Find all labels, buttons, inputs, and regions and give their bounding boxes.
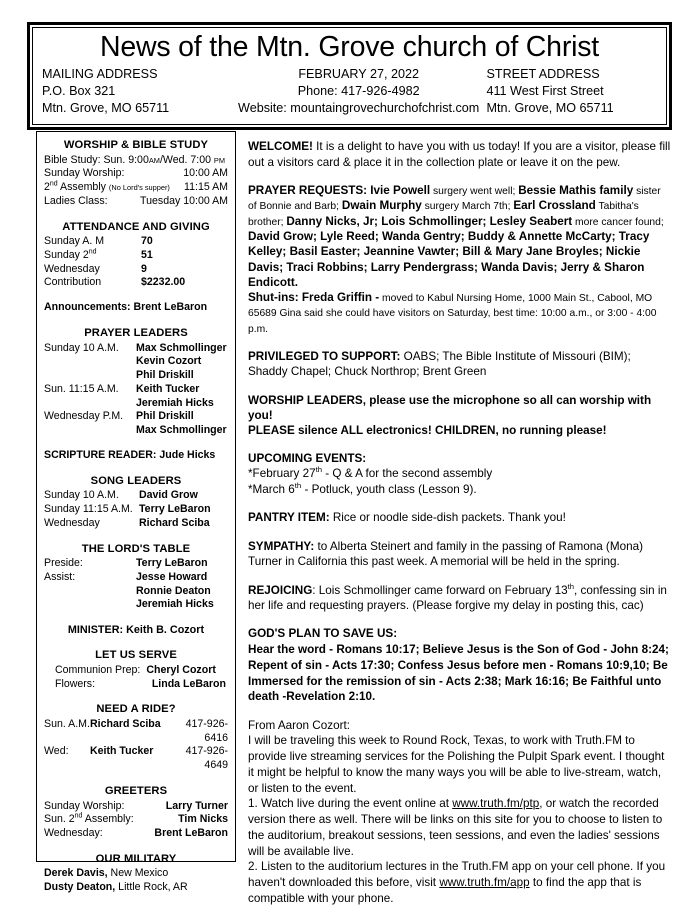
website-url: Website: mountaingrovechurchofchrist.com bbox=[238, 100, 480, 115]
shut-ins-paragraph bbox=[248, 290, 672, 336]
attendance-label: Sunday 2nd bbox=[44, 248, 97, 261]
upcoming-events-block bbox=[248, 451, 672, 498]
prayer-leader-label: Sunday 10 A.M. bbox=[44, 341, 119, 354]
prayer-requests-block bbox=[248, 183, 672, 336]
sympathy-body: to Alberta Steinert and family in the passing of Ramona (Mona) Turner in California this past week. A memorial will be held in the spring. bbox=[248, 539, 643, 569]
prayer-leader-row bbox=[44, 424, 228, 438]
ride-driver-name: Keith Tucker bbox=[90, 745, 154, 758]
ride-row bbox=[44, 745, 228, 773]
attendance-row bbox=[44, 235, 228, 249]
letter-item-1: 1. Watch live during the event online at www.truth.fm/ptp, or watch the recorded version there as well. There will be links on this site for you to choose to listen to the auditorium, breakout sessions, teen sessions, and even the ladies' sessions will be available live. bbox=[248, 797, 663, 858]
ladies-class-time: Tuesday 10:00 AM bbox=[140, 194, 228, 207]
lords-table-row bbox=[44, 598, 228, 612]
ride-row bbox=[44, 718, 228, 746]
street-address-line1: 411 West First Street bbox=[486, 83, 604, 98]
ride-phone-number: 417-926-6416 bbox=[185, 717, 228, 744]
song-leader-label: Wednesday bbox=[44, 516, 100, 529]
street-address-line2: Mtn. Grove, MO 65711 bbox=[486, 100, 614, 115]
truth-fm-app-link[interactable]: www.truth.fm/app bbox=[439, 876, 530, 889]
phone-number: Phone: 417-926-4982 bbox=[297, 83, 420, 98]
preside-name: Terry LeBaron bbox=[136, 557, 208, 570]
prayer-requests-paragraph: PRAYER REQUESTS: Ivie Powell surgery went well; Bessie Mathis family sister of Bonnie and Barb; Dwain Murphy surgery March 7th; Earl Crossland Tabitha's brother; Danny Nicks, Jr; Lois Schmollinger; Lesley Seabert more cancer found; David Grow; Lyle Reed; Wanda Gentry; Buddy & Annette McCarty; Tracy Kelley; Basil Easter; Jeannine Vawter; Bill & Mary Jane Broyles; Nickie Davis; Traci Robbins; Larry Pendergrass; Wanda Davis; Jerry & Sharon Endicott. bbox=[248, 183, 664, 289]
prayer-requests-heading: PRAYER REQUESTS: Ivie Powell bbox=[248, 183, 431, 197]
assist-name: Jesse Howard bbox=[136, 570, 208, 583]
greeter-row bbox=[44, 800, 228, 814]
military-location: New Mexico bbox=[107, 867, 169, 880]
main-content-column bbox=[248, 139, 672, 906]
prayer-leader-name: Jeremiah Hicks bbox=[136, 396, 214, 409]
sympathy-paragraph bbox=[248, 539, 672, 570]
street-address-label: STREET ADDRESS bbox=[486, 66, 600, 81]
assist-label: Assist: bbox=[44, 570, 76, 583]
letter-item-2: 2. Listen to the auditorium lectures in the Truth.FM app on your cell phone. If you haven't downloaded this before, visit www.truth.fm/app to find the app that is compatible with your phone. bbox=[248, 860, 666, 905]
greeter-label: Sun. 2nd Assembly: bbox=[44, 812, 134, 826]
ride-day-label: Sun. A.M. bbox=[44, 717, 90, 730]
privileged-body: OABS; The Bible Institute of Missouri (BIM); Shaddy Chapel; Chuck Northrop; Brent Green bbox=[248, 349, 631, 379]
rejoicing-paragraph: REJOICING: Lois Schmollinger came forward on February 13th, confessing sin in her life and requesting prayers. (Please forgive my delay in posting this, cac) bbox=[248, 581, 667, 613]
military-location: Little Rock, AR bbox=[115, 881, 188, 894]
prayer-leader-row bbox=[44, 342, 228, 356]
attendance-row bbox=[44, 263, 228, 277]
song-leaders-heading: SONG LEADERS bbox=[90, 474, 182, 487]
mailing-address-block bbox=[42, 66, 237, 117]
attendance-label: Wednesday bbox=[44, 262, 100, 275]
greeter-row bbox=[44, 827, 228, 841]
upcoming-event-item: *February 27th - Q & A for the second assembly bbox=[248, 465, 493, 481]
flowers-row bbox=[44, 678, 228, 692]
song-leader-label: Sunday 10 A.M. bbox=[44, 489, 119, 502]
privileged-heading: PRIVILEGED TO SUPPORT: bbox=[248, 349, 401, 363]
attendance-value: 70 bbox=[141, 235, 153, 248]
sunday-worship-label: Sunday Worship: bbox=[44, 167, 125, 180]
ladies-class-row bbox=[44, 195, 228, 209]
prayer-leader-row bbox=[44, 369, 228, 383]
letter-block bbox=[248, 718, 672, 906]
prayer-leader-name: Phil Driskill bbox=[136, 410, 194, 423]
lords-table-heading: THE LORD'S TABLE bbox=[81, 542, 191, 555]
upcoming-event-item: *March 6th - Potluck, youth class (Lesson 9). bbox=[248, 481, 477, 497]
rejoicing-heading: REJOICING bbox=[248, 583, 313, 597]
prayer-leader-row bbox=[44, 355, 228, 369]
date-contact-block bbox=[237, 66, 481, 117]
welcome-heading: WELCOME! bbox=[248, 140, 313, 153]
greeter-name: Larry Turner bbox=[165, 799, 228, 812]
worship-leaders-line2: PLEASE silence ALL electronics! CHILDREN, no running please! bbox=[248, 423, 607, 437]
masthead bbox=[27, 22, 672, 130]
welcome-paragraph bbox=[248, 139, 672, 170]
pantry-heading: PANTRY ITEM: bbox=[248, 511, 330, 525]
prayer-leader-name: Phil Driskill bbox=[136, 369, 194, 382]
communion-prep-row bbox=[44, 664, 228, 678]
mailing-address-line2: Mtn. Grove, MO 65711 bbox=[42, 100, 170, 115]
worship-schedule-heading: WORSHIP & BIBLE STUDY bbox=[63, 139, 209, 151]
bible-study-am: AM bbox=[148, 155, 160, 165]
assist-name: Jeremiah Hicks bbox=[136, 598, 214, 611]
assist-name: Ronnie Deaton bbox=[136, 584, 211, 597]
greeter-label: Wednesday: bbox=[44, 827, 103, 840]
privileged-paragraph bbox=[248, 349, 672, 380]
let-us-serve-heading: LET US SERVE bbox=[95, 649, 177, 662]
truth-fm-ptp-link[interactable]: www.truth.fm/ptp bbox=[452, 797, 540, 811]
gods-plan-body: Hear the word - Romans 10:17; Believe Jesus is the Son of God - John 8:24; Repent of sin - Acts 17:30; Confess Jesus before men - Romans 10:9,10; Be Immersed for the remission of sin - Acts 2:38; Mark 16:16; Be Faithful unto death -Revelation 2:10. bbox=[248, 643, 669, 704]
military-name: Derek Davis, bbox=[44, 867, 108, 880]
greeter-label: Sunday Worship: bbox=[44, 799, 125, 812]
second-assembly-row bbox=[44, 181, 228, 195]
flowers-name: Linda LeBaron bbox=[151, 677, 226, 690]
worship-leaders-line1: WORSHIP LEADERS, please use the microphone so all can worship with you! bbox=[248, 393, 652, 422]
prayer-leader-row bbox=[44, 383, 228, 397]
prayer-leader-name: Max Schmollinger bbox=[136, 424, 227, 437]
contribution-value: $2232.00 bbox=[141, 276, 186, 289]
military-row bbox=[44, 881, 228, 895]
military-row bbox=[44, 867, 228, 881]
bible-study-row bbox=[44, 154, 228, 168]
worship-leaders-note-block bbox=[248, 393, 672, 439]
song-leader-name: Richard Sciba bbox=[139, 516, 210, 529]
lords-table-row bbox=[44, 585, 228, 599]
song-leader-row bbox=[44, 489, 228, 503]
song-leader-row bbox=[44, 503, 228, 517]
sympathy-heading: SYMPATHY: bbox=[248, 539, 315, 553]
second-assembly-note: (No Lord's supper) bbox=[108, 183, 170, 193]
lords-table-row bbox=[44, 557, 228, 571]
ride-day-label: Wed: bbox=[44, 745, 69, 758]
rejoicing-block bbox=[248, 583, 672, 614]
prayer-leader-label: Sun. 11:15 A.M. bbox=[44, 382, 119, 395]
minister-line: MINISTER: Keith B. Cozort bbox=[67, 624, 205, 637]
sunday-worship-row bbox=[44, 167, 228, 181]
song-leader-label: Sunday 11:15 A.M. bbox=[44, 503, 133, 516]
mailing-address-label: MAILING ADDRESS bbox=[42, 66, 158, 81]
prayer-leader-label: Wednesday P.M. bbox=[44, 410, 124, 423]
greeter-name: Brent LeBaron bbox=[154, 827, 228, 840]
greeters-heading: GREETERS bbox=[104, 784, 168, 797]
prayer-leader-row bbox=[44, 410, 228, 424]
ride-phone-number: 417-926-4649 bbox=[185, 745, 228, 772]
attendance-value: 9 bbox=[141, 262, 147, 275]
attendance-row bbox=[44, 249, 228, 263]
flowers-label: Flowers: bbox=[55, 677, 96, 690]
shut-ins-heading: Shut-ins: Freda Griffin - bbox=[248, 290, 380, 304]
prayer-leader-name: Keith Tucker bbox=[136, 382, 200, 395]
pantry-paragraph bbox=[248, 510, 672, 526]
bible-study-mid: /Wed. 7:00 bbox=[159, 153, 214, 166]
pantry-item-block bbox=[248, 510, 672, 526]
attendance-label: Sunday A. M bbox=[44, 235, 105, 248]
sympathy-block bbox=[248, 539, 672, 570]
military-name: Dusty Deaton, bbox=[44, 881, 116, 894]
letter-from-line: From Aaron Cozort: bbox=[248, 718, 350, 732]
preside-label: Preside: bbox=[44, 557, 83, 570]
second-assembly-ordinal: nd bbox=[49, 180, 58, 188]
communion-prep-name: Cheryl Cozort bbox=[146, 663, 216, 676]
prayer-leaders-heading: PRAYER LEADERS bbox=[84, 327, 188, 340]
masthead-inner bbox=[32, 27, 667, 125]
page-title: News of the Mtn. Grove church of Christ bbox=[99, 31, 600, 63]
welcome-body: It is a delight to have you with us today! If you are a visitor, please fill out a visitors card & place it in the collection plate or leave it on the pew. bbox=[248, 140, 671, 169]
need-a-ride-heading: NEED A RIDE? bbox=[96, 703, 176, 716]
our-military-heading: OUR MILITARY bbox=[95, 852, 177, 865]
left-info-column bbox=[36, 131, 236, 894]
street-address-block bbox=[480, 66, 657, 117]
welcome-block bbox=[248, 139, 672, 170]
second-assembly-label: 2nd Assembly (No Lord's supper) bbox=[44, 180, 170, 194]
song-leader-row bbox=[44, 517, 228, 531]
issue-date: FEBRUARY 27, 2022 bbox=[298, 66, 419, 81]
scripture-reader-row bbox=[44, 449, 228, 463]
prayer-leader-name: Kevin Cozort bbox=[136, 355, 202, 368]
contribution-row bbox=[44, 276, 228, 290]
privileged-to-support-block bbox=[248, 349, 672, 380]
scripture-reader-label: SCRIPTURE READER: bbox=[44, 448, 157, 461]
scripture-reader-name: Jude Hicks bbox=[159, 448, 216, 461]
bible-study-pm: PM bbox=[213, 155, 226, 165]
shut-ins-body: moved to Kabul Nursing Home, 1000 Main St., Cabool, MO 65689 Gina said she could have visitors on Saturday, best time: 10:00 a.m., or 3:00 - 4:00 p.m. bbox=[248, 292, 657, 335]
announcements-name: Brent LeBaron bbox=[133, 301, 208, 314]
prayer-leader-row bbox=[44, 397, 228, 411]
gods-plan-block bbox=[248, 626, 672, 705]
ladies-class-label: Ladies Class: bbox=[44, 194, 108, 207]
song-leader-name: David Grow bbox=[139, 489, 198, 502]
masthead-columns bbox=[42, 66, 657, 117]
ride-driver-name: Richard Sciba bbox=[90, 717, 161, 730]
attendance-value: 51 bbox=[141, 248, 153, 261]
mailing-address-line1: P.O. Box 321 bbox=[42, 83, 116, 98]
greeter-name: Tim Nicks bbox=[178, 813, 228, 826]
attendance-heading: ATTENDANCE AND GIVING bbox=[62, 220, 210, 233]
lords-table-row bbox=[44, 571, 228, 585]
gods-plan-heading: GOD'S PLAN TO SAVE US: bbox=[248, 627, 398, 641]
song-leader-name: Terry LeBaron bbox=[139, 503, 211, 516]
prayer-leader-name: Max Schmollinger bbox=[136, 341, 227, 354]
sunday-worship-time: 10:00 AM bbox=[183, 167, 228, 180]
upcoming-events-heading: UPCOMING EVENTS: bbox=[248, 451, 367, 465]
pantry-body: Rice or noodle side-dish packets. Thank you! bbox=[329, 511, 566, 525]
announcements-label: Announcements: bbox=[44, 301, 131, 314]
greeter-row bbox=[44, 813, 228, 827]
bible-study-label: Bible Study: Sun. 9:00 bbox=[44, 153, 149, 166]
second-assembly-time: 11:15 AM bbox=[184, 181, 228, 194]
contribution-label: Contribution bbox=[44, 276, 102, 289]
letter-paragraph-1: I will be traveling this week to Round Rock, Texas, to work with Truth.FM to provide live streaming services for the Polishing the Pulpit Spark event. I thought it might be helpful to know the many ways you will be able to live-stream, watch, or listen to the event. bbox=[248, 734, 665, 795]
announcements-row bbox=[44, 301, 228, 315]
communion-prep-label: Communion Prep: bbox=[55, 663, 141, 676]
